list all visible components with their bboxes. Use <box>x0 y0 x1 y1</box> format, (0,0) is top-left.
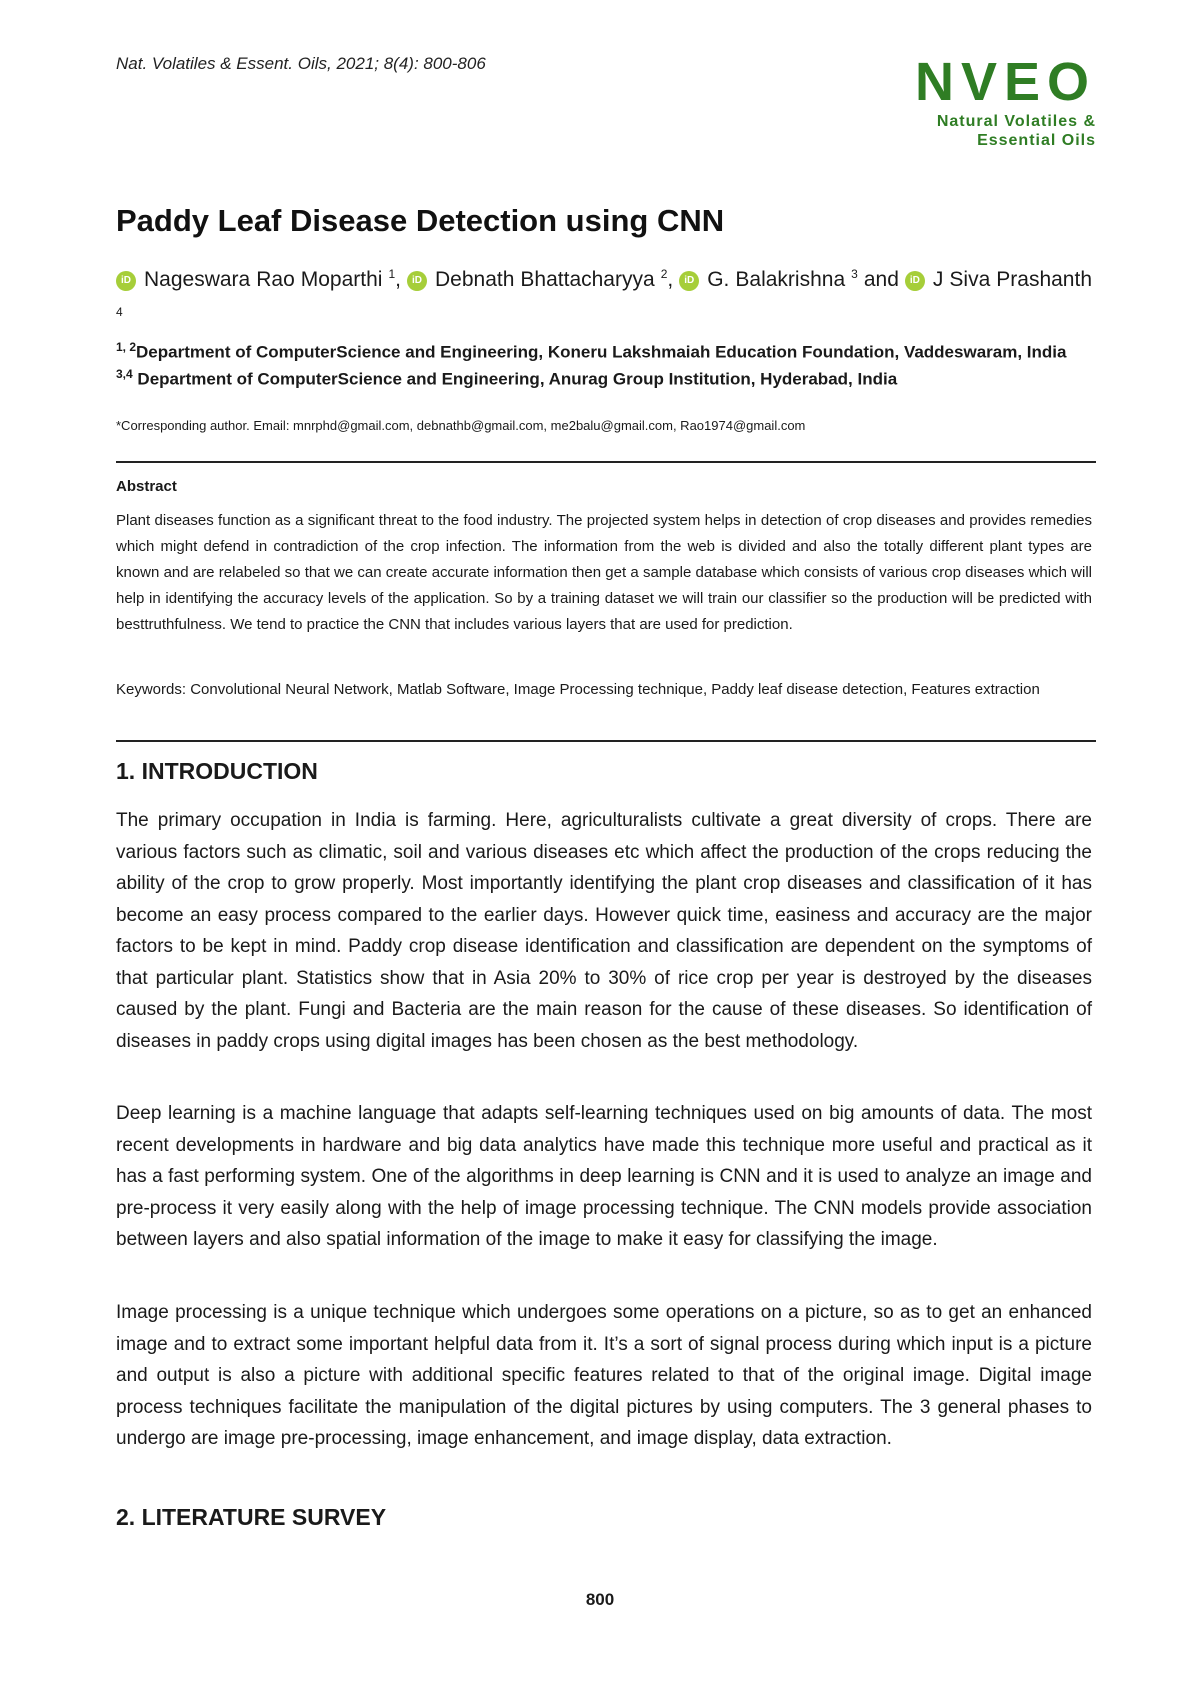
affiliation-2 <box>116 367 1106 390</box>
abstract-body: Plant diseases function as a significant threat to the food industry. The projected system helps in detection of crop diseases and provides remedies which might defend in contradiction of the crop infection. The information from the web is divided and also the totally different plant types are known and are relabeled so that we can create accurate information then get a sample database which consists of various crop diseases which will help in identifying the accuracy levels of the application. So by a training dataset we will train our classifier so the production will be predicted with besttruthfulness. We tend to practice the CNN that includes various layers that are used for prediction. <box>116 512 1092 633</box>
author-name: Debnath Bhattacharyya <box>435 268 655 291</box>
author-conjunction: and <box>863 268 899 291</box>
author-affiliation-mark: 4 <box>116 305 123 319</box>
journal-citation: Nat. Volatiles & Essent. Oils, 2021; 8(4): 800-806 <box>116 54 486 73</box>
author-name: J Siva Prashanth <box>932 268 1092 291</box>
page-number: 800 <box>585 1590 615 1609</box>
affiliation-text: Department of ComputerScience and Engineering, Anurag Group Institution, Hyderabad, India <box>137 369 898 389</box>
divider <box>116 740 1096 742</box>
paragraph: Image processing is a unique technique which undergoes some operations on a picture, so as to get an enhanced image and to extract some important helpful data from it. It’s a sort of signal process during which input is a picture and output is also a picture with additional specific features related to that of the original image. Digital image process techniques facilitate the manipulation of the digital pictures by using computers. The 3 general phases to undergo are image pre-processing, image enhancement, and image display, data extraction. <box>116 1302 1092 1449</box>
orcid-icon[interactable]: iD <box>116 271 136 291</box>
author-affiliation-mark: 2 <box>660 267 668 281</box>
logo-main-text: NVEO <box>914 52 1096 112</box>
section-heading-introduction: 1. INTRODUCTION <box>116 758 318 784</box>
paragraph: Deep learning is a machine language that adapts self-learning techniques used on big amounts of data. The most recent developments in hardware and big data analytics have made this technique more useful and practical as it has a fast performing system. One of the algorithms in deep learning is CNN and it is used to analyze an image and pre-process it very easily along with the help of image processing technique. The CNN models provide association between layers and also spatial information of the image to make it easy for classifying the image. <box>116 1103 1092 1250</box>
keywords-label: Keywords: <box>116 681 187 698</box>
keywords-list: Convolutional Neural Network, Matlab Software, Image Processing technique, Paddy leaf disease detection, Features extraction <box>190 681 1040 698</box>
section-heading-literature-survey: 2. LITERATURE SURVEY <box>116 1504 387 1530</box>
author-affiliation-mark: 1 <box>388 267 396 281</box>
author-name: G. Balakrishna <box>707 268 846 291</box>
abstract-heading: Abstract <box>116 478 177 495</box>
divider <box>116 461 1096 463</box>
logo-subtitle-line-2: Essential Oils <box>977 132 1096 149</box>
orcid-icon[interactable]: iD <box>679 271 699 291</box>
logo-subtitle-line-1: Natural Volatiles & <box>936 113 1096 130</box>
orcid-icon[interactable]: iD <box>407 271 427 291</box>
orcid-icon[interactable]: iD <box>905 271 925 291</box>
paper-title: Paddy Leaf Disease Detection using CNN <box>116 203 725 238</box>
author-affiliation-mark: 3 <box>851 267 858 281</box>
affiliation-1 <box>116 340 1106 363</box>
paragraph: The primary occupation in India is farming. Here, agriculturalists cultivate a great diversity of crops. There are various factors such as climatic, soil and various diseases etc which affect the production of the crops reducing the ability of the crop to grow properly. Most importantly identifying the plant crop diseases and classification of it has become an easy process compared to the earlier days. However quick time, easiness and accuracy are the major factors to be kept in mind. Paddy crop disease identification and classification are dependent on the symptoms of that particular plant. Statistics show that in Asia 20% to 30% of rice crop per year is destroyed by the diseases caused by the plant. Fungi and Bacteria are the main reason for the cause of these diseases. So identification of diseases in paddy crops using digital images has been chosen as the best methodology. <box>116 810 1092 1052</box>
keywords <box>116 677 1092 703</box>
author-name: Nageswara Rao Moparthi <box>144 268 383 291</box>
journal-logo <box>884 52 1096 150</box>
corresponding-author: *Corresponding author. Email: mnrphd@gmail.com, debnathb@gmail.com, me2balu@gmail.com, Rao1974@gmail.com <box>116 418 806 433</box>
affiliation-mark: 1, 2 <box>116 340 137 354</box>
affiliation-text: Department of ComputerScience and Engineering, Koneru Lakshmaiah Education Foundation, Vaddeswaram, India <box>136 342 1067 362</box>
author-list: iD Nageswara Rao Moparthi $^1$, iD Debnath Bhattacharyya $^2$, iD G. Balakrishna $^3$ and iD J Siva Prashanth $^4$ <box>116 267 1092 319</box>
affiliation-mark: 3,4 <box>116 367 133 381</box>
